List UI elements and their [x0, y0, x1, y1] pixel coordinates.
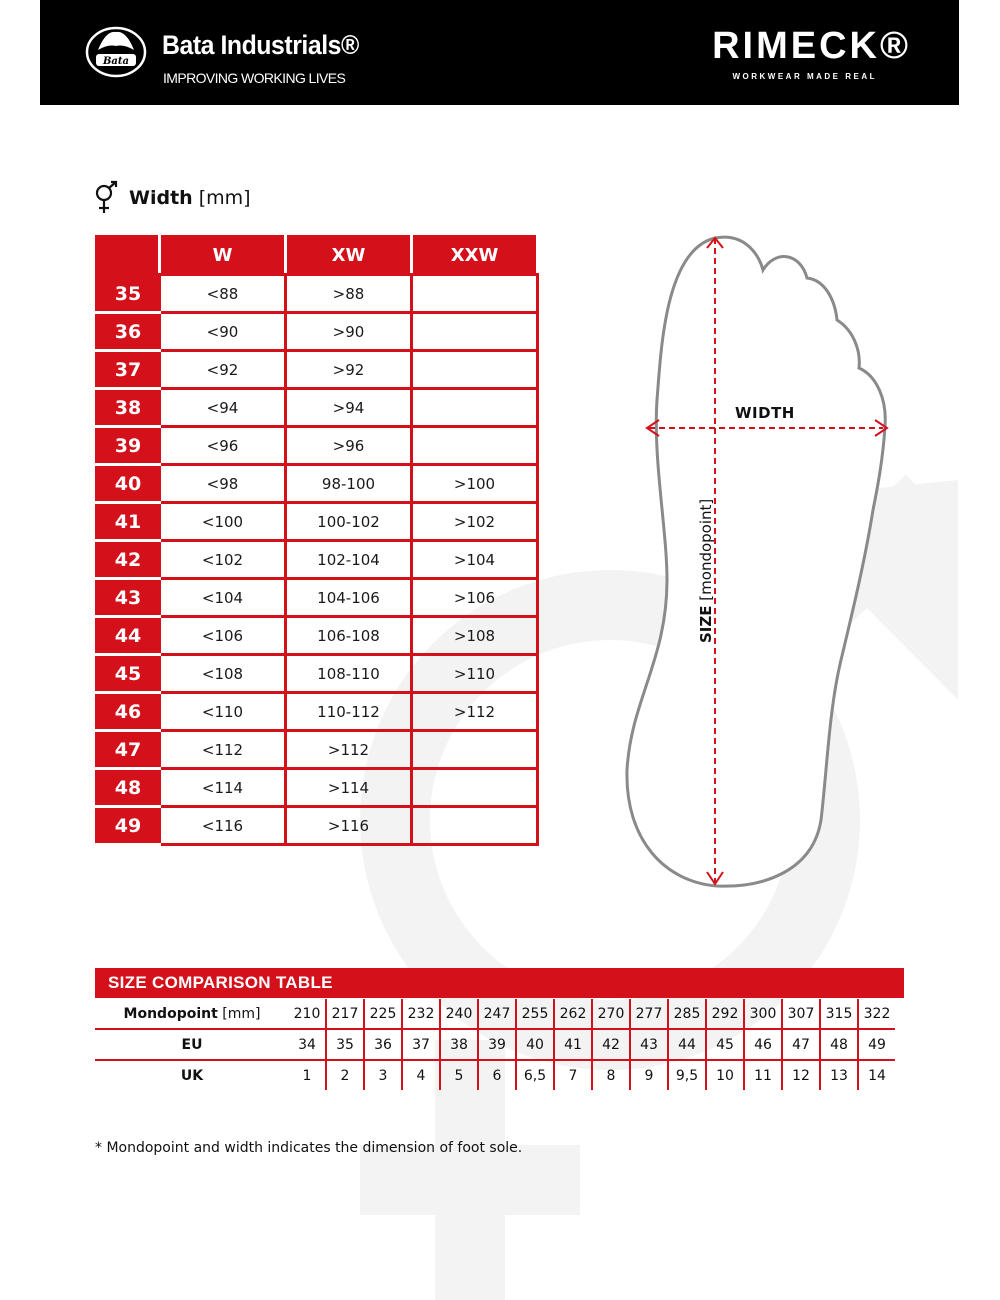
- column-header-w: W: [160, 237, 286, 275]
- width-table-corner: [97, 237, 160, 275]
- size-label-bold: SIZE: [697, 605, 715, 643]
- comparison-cell: 277: [630, 999, 668, 1029]
- width-cell-xw: 108-110: [286, 655, 412, 693]
- comparison-cell: 43: [630, 1029, 668, 1060]
- width-cell-xxw: [412, 427, 538, 465]
- width-cell-xxw: [412, 389, 538, 427]
- size-cell: 37: [97, 351, 160, 389]
- comparison-cell: 5: [440, 1060, 478, 1090]
- size-cell: 39: [97, 427, 160, 465]
- width-cell-w: <92: [160, 351, 286, 389]
- column-header-xw: XW: [286, 237, 412, 275]
- width-cell-w: <88: [160, 275, 286, 313]
- size-cell: 38: [97, 389, 160, 427]
- width-table-row: [97, 313, 538, 351]
- comparison-cell: 41: [554, 1029, 592, 1060]
- comparison-cell: 262: [554, 999, 592, 1029]
- size-cell: 47: [97, 731, 160, 769]
- comparison-row: [95, 999, 895, 1029]
- comparison-cell: 2: [326, 1060, 364, 1090]
- width-cell-xxw: [412, 275, 538, 313]
- width-cell-xw: >88: [286, 275, 412, 313]
- width-table-row: [97, 807, 538, 845]
- foot-diagram: [615, 230, 905, 895]
- width-table-row: [97, 769, 538, 807]
- comparison-cell: 37: [402, 1029, 440, 1060]
- width-title-unit: [mm]: [198, 187, 251, 209]
- width-table-row: [97, 351, 538, 389]
- footnote: * Mondopoint and width indicates the dimension of foot sole.: [95, 1140, 523, 1156]
- comparison-cell: 48: [820, 1029, 858, 1060]
- comparison-cell: 13: [820, 1060, 858, 1090]
- width-cell-xxw: [412, 807, 538, 845]
- comparison-title-bar: [95, 968, 904, 998]
- width-cell-w: <98: [160, 465, 286, 503]
- width-cell-w: <90: [160, 313, 286, 351]
- width-table-row: [97, 427, 538, 465]
- comparison-cell: 6,5: [516, 1060, 554, 1090]
- width-cell-xw: >116: [286, 807, 412, 845]
- width-cell-xxw: [412, 351, 538, 389]
- comparison-cell: 44: [668, 1029, 706, 1060]
- width-table: [95, 235, 539, 846]
- width-cell-xxw: >112: [412, 693, 538, 731]
- width-cell-w: <96: [160, 427, 286, 465]
- comparison-cell: 247: [478, 999, 516, 1029]
- comparison-row-label: [95, 999, 289, 1029]
- size-cell: 42: [97, 541, 160, 579]
- width-table-header: [97, 237, 538, 275]
- width-cell-xw: 100-102: [286, 503, 412, 541]
- comparison-cell: 210: [289, 999, 326, 1029]
- width-cell-xw: >96: [286, 427, 412, 465]
- width-table-row: [97, 541, 538, 579]
- width-cell-xw: >112: [286, 731, 412, 769]
- comparison-cell: 240: [440, 999, 478, 1029]
- comparison-cell: 255: [516, 999, 554, 1029]
- size-cell: 48: [97, 769, 160, 807]
- comparison-row: [95, 1029, 895, 1060]
- comparison-cell: 315: [820, 999, 858, 1029]
- comparison-cell: 45: [706, 1029, 744, 1060]
- comparison-cell: 7: [554, 1060, 592, 1090]
- comparison-cell: 10: [706, 1060, 744, 1090]
- size-cell: 40: [97, 465, 160, 503]
- comparison-title: SIZE COMPARISON TABLE: [108, 973, 333, 992]
- width-label: WIDTH: [735, 404, 795, 422]
- comparison-cell: 307: [782, 999, 820, 1029]
- row-label-bold: UK: [180, 1067, 204, 1084]
- width-cell-w: <110: [160, 693, 286, 731]
- width-cell-xxw: >110: [412, 655, 538, 693]
- comparison-cell: 49: [858, 1029, 895, 1060]
- width-cell-xw: >94: [286, 389, 412, 427]
- comparison-cell: 300: [744, 999, 782, 1029]
- width-table-row: [97, 389, 538, 427]
- width-cell-xw: >92: [286, 351, 412, 389]
- size-cell: 35: [97, 275, 160, 313]
- bata-logo-icon: [84, 20, 148, 80]
- comparison-cell: 8: [592, 1060, 630, 1090]
- width-cell-w: <112: [160, 731, 286, 769]
- width-table-row: [97, 503, 538, 541]
- foot-outline: [627, 237, 885, 886]
- width-cell-xxw: [412, 313, 538, 351]
- comparison-cell: 39: [478, 1029, 516, 1060]
- size-cell: 43: [97, 579, 160, 617]
- bata-tagline: IMPROVING WORKING LIVES: [163, 70, 346, 86]
- comparison-cell: 225: [364, 999, 402, 1029]
- bata-brand-name: Bata Industrials®: [162, 30, 359, 60]
- comparison-cell: 232: [402, 999, 440, 1029]
- comparison-cell: 285: [668, 999, 706, 1029]
- width-table-row: [97, 731, 538, 769]
- comparison-cell: 46: [744, 1029, 782, 1060]
- width-cell-xw: >90: [286, 313, 412, 351]
- rimeck-brand-name: RIMECK®: [712, 25, 911, 67]
- comparison-cell: 34: [289, 1029, 326, 1060]
- comparison-cell: 36: [364, 1029, 402, 1060]
- width-cell-w: <102: [160, 541, 286, 579]
- comparison-cell: 42: [592, 1029, 630, 1060]
- comparison-cell: 40: [516, 1029, 554, 1060]
- size-cell: 46: [97, 693, 160, 731]
- comparison-cell: 292: [706, 999, 744, 1029]
- width-cell-xw: 102-104: [286, 541, 412, 579]
- width-title-label: Width: [129, 187, 193, 209]
- width-table-row: [97, 693, 538, 731]
- comparison-cell: 322: [858, 999, 895, 1029]
- comparison-row: [95, 1060, 895, 1090]
- width-cell-xxw: >102: [412, 503, 538, 541]
- size-label: [697, 499, 715, 643]
- width-cell-xw: >114: [286, 769, 412, 807]
- row-label-unit: [mm]: [217, 1005, 261, 1022]
- width-cell-xxw: >106: [412, 579, 538, 617]
- comparison-cell: 270: [592, 999, 630, 1029]
- size-cell: 45: [97, 655, 160, 693]
- width-cell-w: <106: [160, 617, 286, 655]
- width-table-row: [97, 465, 538, 503]
- comparison-cell: 47: [782, 1029, 820, 1060]
- width-table-row: [97, 655, 538, 693]
- comparison-row-label: [95, 1060, 289, 1090]
- comparison-row-label: [95, 1029, 289, 1060]
- column-header-xxw: XXW: [412, 237, 538, 275]
- width-cell-xxw: >108: [412, 617, 538, 655]
- comparison-cell: 14: [868, 1067, 886, 1084]
- brand-header: [40, 0, 959, 105]
- width-cell-xxw: [412, 769, 538, 807]
- size-cell: 49: [97, 807, 160, 845]
- size-cell: 41: [97, 503, 160, 541]
- width-table-row: [97, 275, 538, 313]
- bata-logo-text: Bata: [102, 56, 130, 67]
- comparison-cell: 35: [326, 1029, 364, 1060]
- width-cell-xxw: >100: [412, 465, 538, 503]
- row-label-bold: EU: [181, 1036, 203, 1053]
- comparison-table: [95, 999, 895, 1090]
- width-cell-xxw: >104: [412, 541, 538, 579]
- row-label-bold: Mondopoint: [123, 1005, 218, 1022]
- width-cell-w: <114: [160, 769, 286, 807]
- width-cell-xw: 98-100: [286, 465, 412, 503]
- comparison-cell: 11: [744, 1060, 782, 1090]
- size-label-unit: [mondopoint]: [697, 498, 715, 601]
- comparison-cell: 1: [289, 1060, 326, 1090]
- comparison-cell: 4: [402, 1060, 440, 1090]
- width-cell-w: <108: [160, 655, 286, 693]
- male-female-icon: [93, 180, 119, 216]
- comparison-cell: 12: [782, 1060, 820, 1090]
- width-section-title: [93, 180, 251, 216]
- width-cell-xxw: [412, 731, 538, 769]
- width-cell-xw: 110-112: [286, 693, 412, 731]
- rimeck-tagline: WORKWEAR MADE REAL: [732, 72, 877, 81]
- comparison-cell: 3: [364, 1060, 402, 1090]
- width-cell-w: <104: [160, 579, 286, 617]
- comparison-cell: 9: [630, 1060, 668, 1090]
- size-cell: 44: [97, 617, 160, 655]
- comparison-cell: 6: [478, 1060, 516, 1090]
- comparison-cell: 217: [326, 999, 364, 1029]
- width-cell-w: <94: [160, 389, 286, 427]
- width-table-row: [97, 617, 538, 655]
- width-table-row: [97, 579, 538, 617]
- width-cell-w: <116: [160, 807, 286, 845]
- width-cell-xw: 106-108: [286, 617, 412, 655]
- width-cell-xw: 104-106: [286, 579, 412, 617]
- width-cell-w: <100: [160, 503, 286, 541]
- comparison-cell: 9,5: [668, 1060, 706, 1090]
- comparison-cell: 38: [440, 1029, 478, 1060]
- size-cell: 36: [97, 313, 160, 351]
